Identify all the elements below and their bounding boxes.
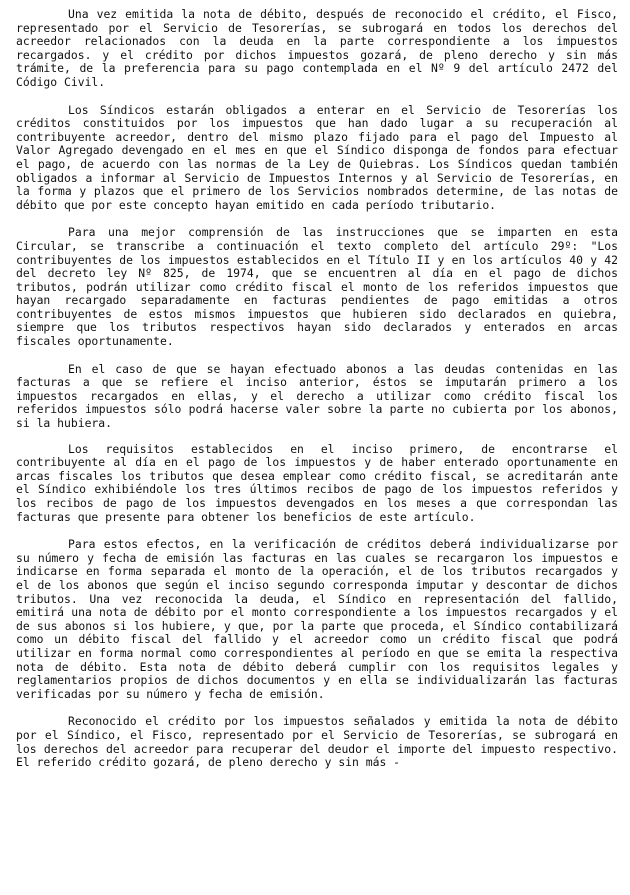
paragraph-verificacion-creditos: Para estos efectos, en la verificación de créditos deberá individualizarse por su número y fecha de emisión las facturas en las cuales se recargaron los impuestos e indicarse en forma separada el monto de la operación, el de los tributos recargados y el de los abonos que según el inciso segundo corresponda imputar y descontar de dichos tributos. Una vez reconocida la deuda, el Síndico en representación del fallido, emitirá una nota de débito por el monto correspondiente a los impuestos recargados y el de sus abonos si los hubiere, y que, por la parte que proceda, el Síndico contabilizará como un débito fiscal del fallido y el acreedor como un crédito fiscal que podrá utilizar en forma normal como correspondientes al período en que se emita la respectiva nota de débito. Esta nota de débito deberá cumplir con los requisitos legales y reglamentarios propios de dichos documentos y en ella se individualizarán las facturas verificadas por su número y fecha de emisión. — [16, 537, 618, 701]
paragraph-requisitos: Los requisitos establecidos en el inciso primero, de encontrarse el contribuyente al día en el pago de los impuestos y de haber enterado oportunamente en arcas fiscales los tributos que desea emplear como crédito fiscal, se acreditarán ante el Síndico exhibiéndole los tres últimos recibos de pago de los impuestos referidos y los recibos de pago de los impuestos devengados en los meses a que correspondan las facturas que presente para obtener los beneficios de este artículo. — [16, 441, 618, 524]
paragraph-sindicos-obligations: Los Síndicos estarán obligados a enterar en el Servicio de Tesorerías los créditos constituidos por los impuestos que han dado lugar a su recuperación al contribuyente acreedor, dentro del mismo plazo fijado para el pago del Impuesto al Valor Agregado devengado en el mes en que el Síndico disponga de fondos para efectuar el pago, de acuerdo con las normas de la Ley de Quiebras. Los Síndicos quedan también obligados a informar al Servicio de Impuestos Internos y al Servicio de Tesorerías, en la forma y plazos que el primero de los Servicios nombrados determine, de las notas de débito que por este concepto hayan emitido en cada período tributario. — [16, 102, 618, 212]
paragraph-abonos: En el caso de que se hayan efectuado abonos a las deudas contenidas en las facturas a que se refiere el inciso anterior, éstos se imputarán primero a los impuestos recargados en ellas, y el derecho a utilizar como crédito fiscal los referidos impuestos sólo podrá hacerse valer sobre la parte no cubierta por los abonos, si la hubiera. — [16, 361, 618, 431]
paragraph-subrogation: Una vez emitida la nota de débito, después de reconocido el crédito, el Fisco, representado por el Servicio de Tesorerías, se subrogará en todos los derechos del acreedor relacionados con la deuda en la parte correspondiente a los impuestos recargados. y el crédito por dichos impuestos gozará, de pleno derecho y sin más trámite, de la preferencia para su pago contemplada en el Nº 9 del artículo 2472 del Código Civil. — [16, 7, 618, 89]
paragraph-article-29-transcription: Para una mejor comprensión de las instrucciones que se imparten en esta Circular, se transcribe a continuación el texto completo del artículo 29º: "Los contribuyentes de los impuestos establecidos en el Título II y en los artículos 40 y 42 del decreto ley Nº 825, de 1974, que se encuentren al día en el pago de dichos tributos, podrán utilizar como crédito fiscal el monto de los referidos impuestos que hayan recargado separadamente en facturas pendientes de pago emitidas a otros contribuyentes de estos mismos impuestos que hubieren sido declarados en quiebra, siempre que los tributos respectivos hayan sido declarados y enterados en arcas fiscales oportunamente. — [16, 225, 618, 349]
paragraph-reconocido-credito: Reconocido el crédito por los impuestos señalados y emitida la nota de débito por el Síndico, el Fisco, representado por el Servicio de Tesorerías, se subrogará en los derechos del acreedor para recuperar del deudor el importe del impuesto respectivo. El referido crédito gozará, de pleno derecho y sin más - — [16, 714, 618, 770]
